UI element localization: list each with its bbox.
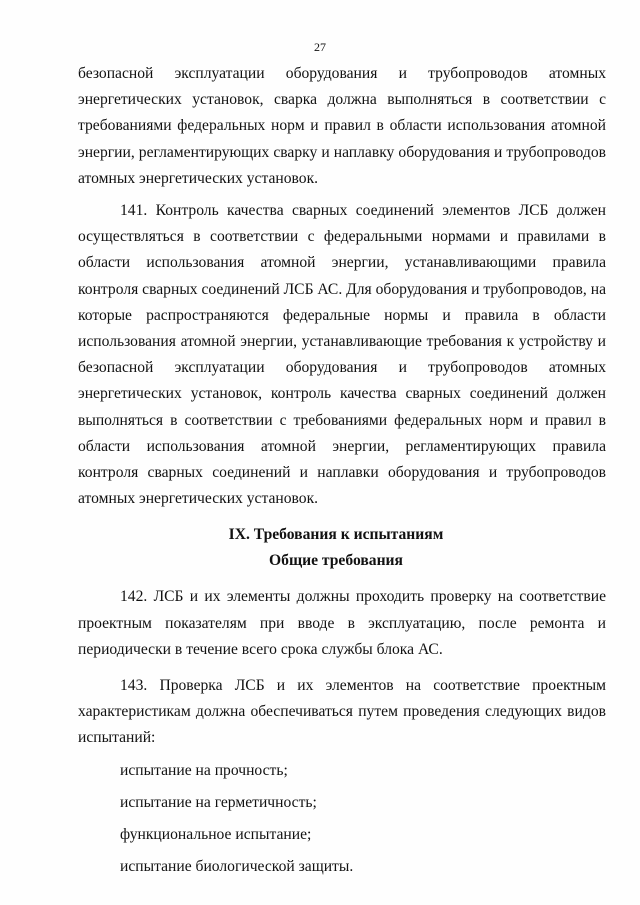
- list-item: функциональное испытание;: [120, 826, 312, 844]
- paragraph-143: 143. Проверка ЛСБ и их элементов на соответствие проектным характеристикам должна обеспечиваться путем проведения следующих видов испытаний:: [78, 677, 606, 747]
- subsection-heading: Общие требования: [269, 552, 403, 570]
- section-heading: IX. Требования к испытаниям: [228, 526, 444, 544]
- document-body: [78, 61, 606, 880]
- page-number: 27: [314, 40, 326, 54]
- paragraph-141: 141. Контроль качества сварных соединений элементов ЛСБ должен осуществляться в соответствии с федеральными нормами и правилами в области использования атомной энергии, устанавливающими правила контроля сварных соединений ЛСБ АС. Для оборудования и трубопроводов, на которые распространяются федеральные нормы и правила в области использования атомной энергии, устанавливающие требования к устройству и безопасной эксплуатации оборудования и трубопроводов атомных энергетических установок, контроль качества сварных соединений должен выполняться в соответствии с требованиями федеральных норм и правил в области использования атомной энергии, регламентирующих правила контроля сварных соединений и наплавки оборудования и трубопроводов атомных энергетических установок.: [78, 202, 606, 508]
- paragraph-142: 142. ЛСБ и их элементы должны проходить проверку на соответствие проектным показателям при вводе в эксплуатацию, после ремонта и периодически в течение всего срока службы блока АС.: [78, 588, 606, 658]
- list-item: испытание биологической защиты.: [120, 858, 354, 876]
- paragraph-continuation: безопасной эксплуатации оборудования и трубопроводов атомных энергетических установок, сварка должна выполняться в соответствии с требованиями федеральных норм и правил в области использования атомной энергии, регламентирующих сварку и наплавку оборудования и трубопроводов атомных энергетических установок.: [78, 65, 606, 187]
- list-item: испытание на прочность;: [120, 761, 288, 779]
- list-item: испытание на герметичность;: [120, 793, 317, 811]
